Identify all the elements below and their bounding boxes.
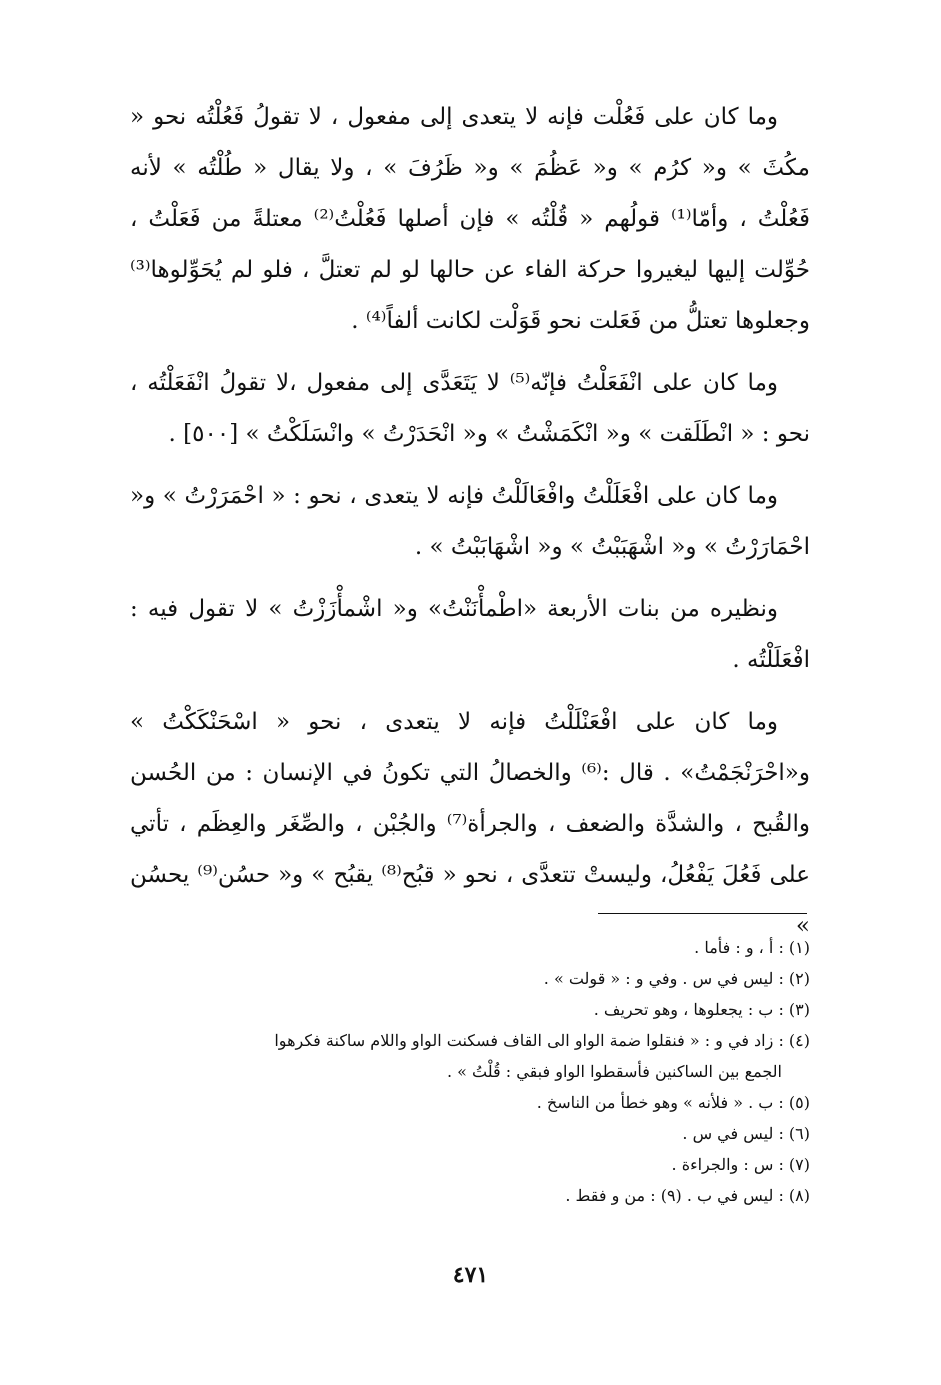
paragraph-infaaltu: وما كان على انْفَعَلْتُ فإنّه⁽⁵⁾ لا يَتَعَدَّى إلى مفعول ،لا تقولُ انْفَعَلْتُه ، نحو : « انْطَلَقت » و« انْكَمَشْتُ » و« انْحَدَرْتُ » وانْسَلَكْتُ » [٥٠٠] . <box>130 370 810 447</box>
footnote-6: (٦) : ليس في س . <box>682 1124 810 1143</box>
footnotes <box>120 932 810 1211</box>
page-number: ٤٧١ <box>452 1262 489 1288</box>
footnote-2: (٢) : ليس في س . وفي و : « قولت » . <box>543 969 810 988</box>
paragraph-faultu: وما كان على فَعُلْت فإنه لا يتعدى إلى مفعول ، لا تقولُ فَعُلْتُه نحو « مكُثَ » و« كرُم » و« عَظُمَ » و« ظَرُفَ » ، ولا يقال « طُلْتُه » لأنه فَعُلْتُ ، وأمّا⁽¹⁾ قولُهم « قُلْتُه » فإن أصلها فَعُلْتُ⁽²⁾ معتلةً من فَعَلْتُ ، حُوِّلت إليها ليغيروا حركة الفاء عن حالها لو لم تعتلَّ ، فلو لم يُحَوِّلوها⁽³⁾ وجعلوها تعتلُّ من فَعَلت نحو قَوَلْت لكانت ألفاً⁽⁴⁾ . <box>130 104 810 334</box>
footnote-divider <box>598 913 807 914</box>
paragraph-four-letter: ونظيره من بنات الأربعة «اطْمأْنَنْتُ» و« اشْمأْزَزْتُ » لا تقول فيه : افْعَلَلْتُه . <box>130 596 810 673</box>
footnote-3: (٣) : ب : يجعلوها ، وهو تحريف . <box>593 1000 810 1019</box>
main-text <box>130 92 810 963</box>
footnote-1: (١) : أ ، و : فأما . <box>694 938 810 957</box>
paragraph-ifanlaltu: وما كان على افْعَنْلَلْتُ فإنه لا يتعدى ، نحو « اسْحَنْكَكْتُ » و«احْرَنْجَمْتُ» . قال :⁽⁶⁾ والخصالُ التي تكونُ في الإنسان : من الحُسن والقُبح ، والشدَّة والضعف ، والجرأة⁽⁷⁾ والجُبْن ، والصِّغَر والعِظَم ، تأتي على فَعُلَ يَفْعُلُ، وليستْ تتعدَّى ، نحو « قبُح⁽⁸⁾ يقبُح » و« حسُن⁽⁹⁾ يحسُن » <box>130 709 810 939</box>
footnote-7: (٧) : س : والجراءة . <box>671 1155 810 1174</box>
footnote-8-9: (٨) : ليس في ب . (٩) : من و فقط . <box>565 1186 810 1205</box>
footnote-4-continuation: الجمع بين الساكنين فأسقطوا الواو فبقي : قُلْتُ » . <box>446 1062 782 1081</box>
paragraph-ifalaltu: وما كان على افْعَلَلْتُ وافْعَالَلْتُ فإنه لا يتعدى ، نحو : « احْمَرَرْتُ » و« احْمَارَرْتُ » و« اشْهَبَبْتُ » و« اشْهَابَبْتُ » . <box>130 483 810 560</box>
footnote-5: (٥) : ب . « فلأنه » وهو خطأ من الناسخ . <box>536 1093 810 1112</box>
footnote-4: (٤) : زاد في و : « فنقلوا ضمة الواو الى القاف فسكنت الواو واللام ساكنة فكرهوا <box>274 1031 810 1050</box>
